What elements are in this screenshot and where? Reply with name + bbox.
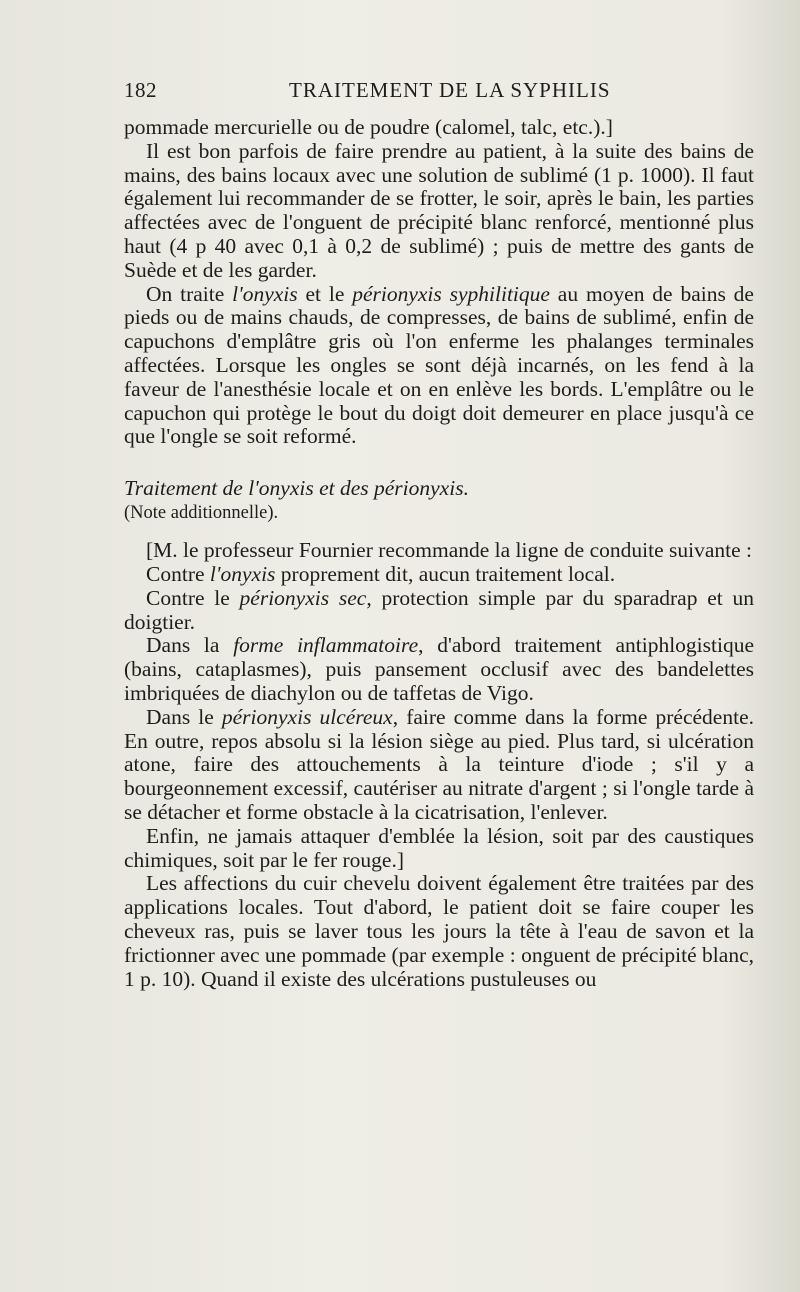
- page-number: 182: [124, 78, 157, 102]
- paragraph-enfin: Enfin, ne jamais attaquer d'emblée la lésion, soit par des caustiques chimiques, soit par le fer rouge.]: [124, 823, 754, 872]
- paragraph-fournier: [M. le professeur Fournier recommande la ligne de conduite suivante :: [146, 538, 752, 563]
- section-title: Traitement de l'onyxis et des périonyxis.: [124, 476, 469, 501]
- term-forme-inflammatoire: forme inflammatoire: [233, 633, 419, 658]
- text-run: Contre: [146, 561, 210, 586]
- running-title: TRAITEMENT DE LA SYPHILIS: [289, 78, 611, 102]
- text-run: Contre le: [146, 585, 240, 610]
- term-onyxis: l'onyxis: [209, 561, 276, 586]
- text-run: On traite: [146, 281, 233, 306]
- term-perionyxis-sec: périonyxis sec: [239, 585, 367, 610]
- term-onyxis: l'onyxis: [232, 281, 298, 306]
- body-text: [124, 116, 754, 991]
- paragraph-cuir-chevelu: Les affections du cuir chevelu doivent également être traitées par des applications locales. Tout d'abord, le patient doit se faire couper les cheveux ras, puis se laver tous les jours la tête à l'eau de savon et la frictionner avec une pommade (par exemple : onguent de précipité blanc, 1 p. 10). Quand il existe des ulcérations pustuleuses ou: [124, 871, 754, 991]
- text-run: proprement dit, aucun traitement local.: [275, 561, 616, 586]
- paragraph-gloves: Il est bon parfois de faire prendre au patient, à la suite des bains de mains, des bains locaux avec une solution de sublimé (1 p. 1000). Il faut également lui recommander de se frotter, le soir, après le bain, les parties affectées avec de l'onguent de précipité blanc renforcé, mentionné plus haut (4 p 40 avec 0,1 à 0,2 de sublimé) ; puis de mettre des gants de Suède et de les garder.: [124, 138, 754, 282]
- paragraph-perionyxis-sec: [124, 587, 754, 635]
- section-subtitle: (Note additionnelle).: [124, 503, 279, 524]
- paragraph-continuation: pommade mercurielle ou de poudre (calomel, talc, etc.).]: [124, 115, 613, 139]
- text-run: au moyen de bains de pieds ou de mains chauds, de compresses, de bains de sublimé, enfin de capuchons d'emplâtre gris où l'on enferme les phalanges terminales affectées. Lorsque les ongles se sont déjà incarnés, on les fend à la faveur de l'anesthésie locale et on en enlève les bords. L'emplâtre ou le capuchon qui protège le bout du doigt doit demeurer en place jusqu'à ce que l'ongle se soit reformé.: [124, 281, 754, 449]
- paragraph-forme-inflammatoire: [124, 634, 754, 705]
- paragraph-perionyxis-ulcereux: [124, 706, 754, 825]
- text-run: Dans la: [146, 633, 234, 658]
- text-run: , protection simple par du sparadrap et un doigtier.: [124, 585, 754, 634]
- running-header: [124, 78, 754, 104]
- term-perionyxis-ulcereux: périonyxis ulcéreux: [221, 704, 393, 729]
- text-run: Dans le: [146, 704, 222, 729]
- term-perionyxis-syphilitique: périonyxis syphilitique: [352, 281, 550, 306]
- paragraph-onyxis-proper: [124, 563, 754, 587]
- text-run: et le: [297, 281, 353, 306]
- text-run: , faire comme dans la forme précédente. En outre, repos absolu si la lésion siège au pied. Plus tard, si ulcération atone, faire des attouchements à la teinture d'iode ; s'il y a bourgeonnement excessif, cautériser au nitrate d'argent ; si l'ongle tarde à se détacher et forme obstacle à la cicatrisation, l'enlever.: [124, 704, 754, 824]
- paragraph-onyxis-treatment: [124, 283, 754, 450]
- text-run: , d'abord traitement antiphlogistique (bains, cataplasmes), puis pansement occlusif avec des bandelettes imbriquées de diachylon ou de taffetas de Vigo.: [124, 633, 754, 705]
